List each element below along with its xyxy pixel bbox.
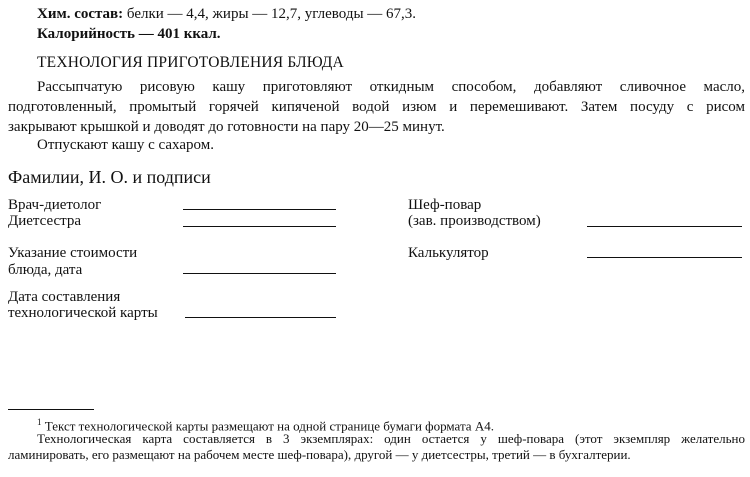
composition-label: Хим. состав:: [37, 6, 124, 22]
serving-line: Отпускают кашу с сахаром.: [37, 137, 214, 153]
chef-signature-line: [587, 226, 742, 227]
section-title: ТЕХНОЛОГИЯ ПРИГОТОВЛЕНИЯ БЛЮДА: [37, 54, 344, 71]
chef-label-line2: (зав. производством): [408, 213, 541, 229]
dietologist-label: Врач-диетолог: [8, 197, 102, 213]
footnote-line-2: Технологическая карта составляется в 3 экземплярах: один остается у шеф-повара (этот экземпляр желательно: [37, 431, 745, 446]
footnote-line-3: ламинировать, его размещают на рабочем месте шеф-повара), другой — у диетсестры, третий — в бухгалтерии.: [8, 447, 631, 462]
footnote-text: Текст технологической карты размещают на одной странице бумаги формата А4.: [44, 418, 494, 434]
technology-line-1: Рассыпчатую рисовую кашу приготовляют откидным способом, добавляют сливочное масло,: [37, 79, 745, 95]
calories-line: Калорийность — 401 ккал.: [37, 26, 221, 42]
signatures-heading: Фамилии, И. О. и подписи: [8, 167, 211, 187]
calculator-label: Калькулятор: [408, 245, 489, 261]
cost-label-line1: Указание стоимости: [8, 245, 138, 261]
chef-label-line1: Шеф-повар: [408, 197, 482, 213]
footnote-marker: 1: [37, 417, 42, 427]
cost-label-line2: блюда, дата: [8, 262, 83, 278]
composition-value: белки — 4,4, жиры — 12,7, углеводы — 67,3.: [126, 6, 417, 22]
technology-line-3: закрывают крышкой и доводят до готовности на пару 20—25 минут.: [8, 119, 445, 135]
date-label-line2: технологической карты: [8, 305, 158, 321]
cost-signature-line: [183, 273, 336, 274]
dietsister-signature-line: [183, 226, 336, 227]
date-signature-line: [185, 317, 336, 318]
technology-line-2: подготовленный, промытый горячей кипяченой водой изюм и перемешивают. Затем посуду с рисом: [8, 99, 745, 115]
calculator-signature-line: [587, 257, 742, 258]
footnote-separator: [8, 409, 94, 410]
dietsister-label: Диетсестра: [8, 213, 82, 229]
date-label-line1: Дата составления: [8, 289, 121, 305]
dietologist-signature-line: [183, 209, 336, 210]
composition-line: [37, 4, 416, 24]
